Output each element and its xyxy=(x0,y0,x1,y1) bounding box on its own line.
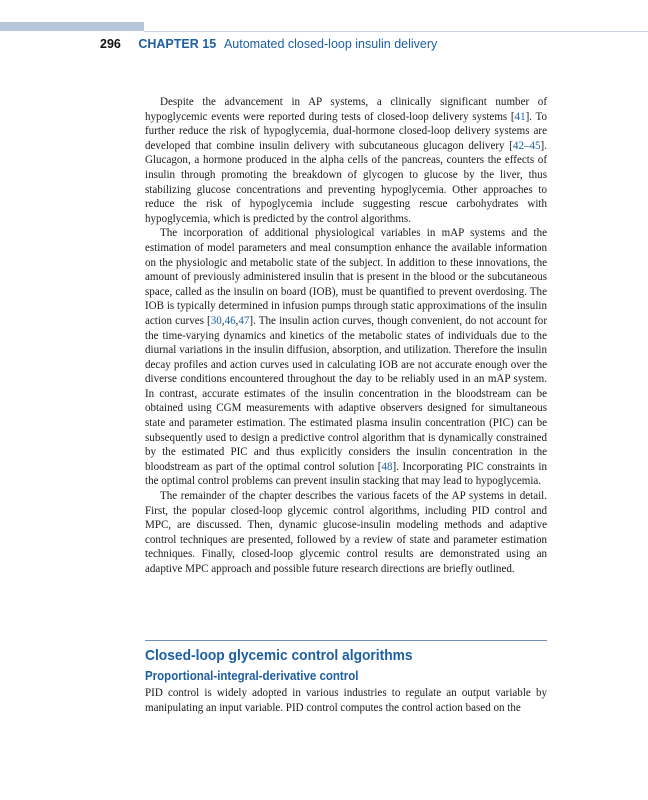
citation-link[interactable]: 30 xyxy=(210,314,222,327)
chapter-label: CHAPTER xyxy=(138,37,199,51)
paragraph: The remainder of the chapter describes the various facets of the AP systems in detail. First, the popular closed-loop glycemic control algorithms, including PID control and MPC, are discussed. Then, dynamic glucose-insulin modeling methods and adaptive control techniques are presented, followed by a review of state and parameter estimation techniques. Finally, closed-loop glycemic control results are demonstrated using an adaptive MPC approach and possible future research directions are briefly outlined. xyxy=(145,490,547,575)
chapter-title: Automated closed-loop insulin delivery xyxy=(223,37,438,51)
body-text xyxy=(145,95,547,577)
section-rule xyxy=(145,640,547,641)
citation-link[interactable]: 42–45 xyxy=(512,139,541,152)
section-body xyxy=(145,686,547,715)
paragraph: Despite the advancement in AP systems, a clinically significant number of hypoglycemic events were reported during tests of closed-loop delivery systems [41]. To further reduce the risk of hypoglycemia, dual-hormone closed-loop delivery systems are developed that combine insulin delivery with subcutaneous glucagon delivery [42–45]. Glucagon, a hormone produced in the alpha cells of the pancreas, counters the effects of insulin through promoting the breakdown of glycogen to glucose by the liver, thus stabilizing glucose concentrations and preventing hypoglycemia. Other approaches to reduce the risk of hypoglycemia include suggesting rescue carbohydrates with hypoglycemia, which is predicted by the control algorithms. xyxy=(145,96,547,225)
running-header xyxy=(100,36,437,52)
citation-link[interactable]: 48 xyxy=(381,460,393,473)
section-title: Closed-loop glycemic control algorithms xyxy=(145,647,413,664)
citation-link[interactable]: 41 xyxy=(514,110,526,123)
citation-link[interactable]: 47 xyxy=(238,314,250,327)
header-rule xyxy=(144,31,648,32)
chapter-number: 15 xyxy=(202,37,217,51)
paragraph: PID control is widely adopted in various industries to regulate an output variable by manipulating an input variable. PID control computes the control action based on the xyxy=(145,687,547,714)
citation-link[interactable]: 46 xyxy=(224,314,236,327)
page-number: 296 xyxy=(100,37,121,51)
subsection-title: Proportional-integral-derivative control xyxy=(145,669,359,683)
header-decoration-bar xyxy=(0,22,144,31)
paragraph: The incorporation of additional physiological variables in mAP systems and the estimation of model parameters and meal consumption enhance the available information on the physiologic and metabolic state of the subject. In addition to these innovations, the amount of previously administered insulin that is present in the blood or the subcutaneous space, called as the insulin on board (IOB), must be quantified to prevent overdosing. The IOB is typically determined in infusion pumps through static approximations of the insulin action curves [30,46,47]. The insulin action curves, though convenient, do not account for the time-varying dynamics and kinetics of the metabolic states of individuals due to the diurnal variations in the insulin diffusion, absorption, and utilization. Therefore the insulin decay profiles and action curves used in calculating IOB are not accurate enough over the diverse conditions encountered throughout the day to be reliably used in an mAP system. In contrast, accurate estimates of the insulin concentration in the bloodstream can be obtained using CGM measurements with adaptive observers designed for simultaneous state and parameter estimation. The estimated plasma insulin concentration (PIC) can be subsequently used to design a predictive control algorithm that is dynamically constrained by the estimated PIC and thus explicitly considers the insulin concentration in the bloodstream as part of the optimal control solution [48]. Incorporating PIC constraints in the optimal control problems can prevent insulin stacking that may lead to hypoglycemia. xyxy=(145,227,548,488)
